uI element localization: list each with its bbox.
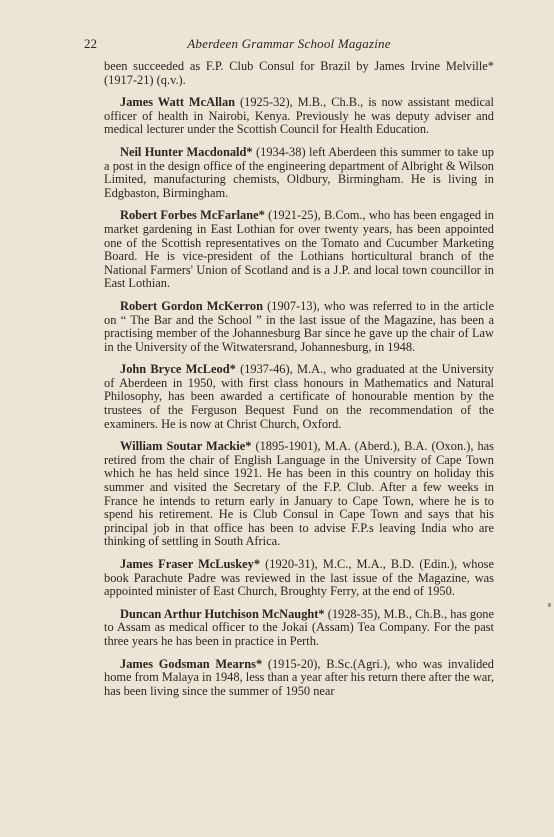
entry-text: been succeeded as F.P. Club Consul for Brazil by James Irvine Melville* (1917-21) (q.v.). [104,59,494,87]
entry-paragraph [104,608,494,649]
entry-paragraph [104,363,494,431]
entry-text: B.Sc.(Agri.), who was invalided home from Malaya in 1948, less than a year after his return there after the war, has been living since the summer of 1950 near [104,656,494,698]
school-years: (1915-20), [267,656,321,671]
page-header [84,36,494,52]
person-name: James Fraser McLuskey* [120,557,261,571]
person-name: Neil Hunter Macdonald* [120,144,253,159]
article-body [104,60,494,707]
school-years: (1937-46), [240,362,293,377]
school-years: (1928-35), [327,606,381,621]
entry-paragraph [104,440,494,549]
page-number: 22 [84,36,97,51]
school-years: (1920-31), [265,557,318,571]
school-years: (1921-25), [268,208,321,223]
entry-text: who was referred to in the article on “ The Bar and the School ” in the last issue of the Magazine, has been a practising member of the Johannesburg Bar since he gave up the chair of Law in the University of the Witwatersrand, Johannesburg, in 1948. [104,298,494,354]
person-name: John Bryce McLeod* [120,362,236,377]
running-title: Aberdeen Grammar School Magazine [187,36,391,51]
entry-paragraph [104,209,494,291]
school-years: (1895-1901), [255,439,321,454]
page-edge-mark [548,603,551,607]
person-name: James Watt McAllan [120,95,236,110]
entry-text: M.B., Ch.B., is now assistant medical officer of health in Nairobi, Kenya. Previously he was deputy adviser and medical lecturer under the Scottish Council for Health Education. [104,95,494,137]
entry-paragraph [104,558,494,599]
entry-paragraph [104,658,494,699]
person-name: Duncan Arthur Hutchison McNaught* [120,606,325,621]
person-name: Robert Gordon McKerron [120,298,263,313]
entry-paragraph [104,146,494,200]
entry-paragraph [104,96,494,137]
person-name: Robert Forbes McFarlane* [120,208,265,223]
entry-text: M.A. (Aberd.), B.A. (Oxon.), has retired from the chair of English Language in the University of Cape Town which he has held since 1921. He has been in this country on holiday this summer and visited the Secretary of the F.P. Club. After a few weeks in France he intends to return early in January to Cape Town, where he is to spend his retirement. He is Club Consul in Cape Town and says that his principal job in that office has been to advise F.P.s leaving India who are thinking of settling in South Africa. [104,439,494,549]
school-years: (1907-13), [267,298,320,313]
entry-text: B.Com., who has been engaged in market gardening in East Lothian for over twenty years, has been appointed one of the Scottish representatives on the Tomato and Cucumber Marketing Board. He is vice-president of the Lothians horticultural branch of the National Farmers' Union of Scotland and is a J.P. and local town councillor in East Lothian. [104,208,494,291]
person-name: William Soutar Mackie* [120,439,252,454]
person-name: James Godsman Mearns* [120,656,263,671]
entry-paragraph [104,60,494,87]
entry-text: M.A., who graduated at the University of Aberdeen in 1950, with first class honours in Mathematics and Natural Philosophy, has been awarded a certificate of honourable mention by the trustees of the Ferguson Bequest Fund on the recommendation of the examiners. He is now at Christ Church, Oxford. [104,362,494,431]
entry-text: M.C., M.A., B.D. (Edin.), whose book Parachute Padre was reviewed in the last issue of the Magazine, was appointed minister of East Church, Broughty Ferry, at the end of 1950. [104,557,494,599]
school-years: (1925-32), [240,95,293,110]
entry-text: left Aberdeen this summer to take up a post in the design office of the engineering department of Albright & Wilson Limited, manufacturing chemists, Oldbury, Birmingham. He is living in Edgbaston, Birmingham. [104,144,494,200]
school-years: (1934-38) [256,144,306,159]
entry-paragraph [104,300,494,354]
entry-text: M.B., Ch.B., has gone to Assam as medical officer to the Jokai (Assam) Tea Company. For the past three years he has been in practice in Perth. [104,606,494,648]
